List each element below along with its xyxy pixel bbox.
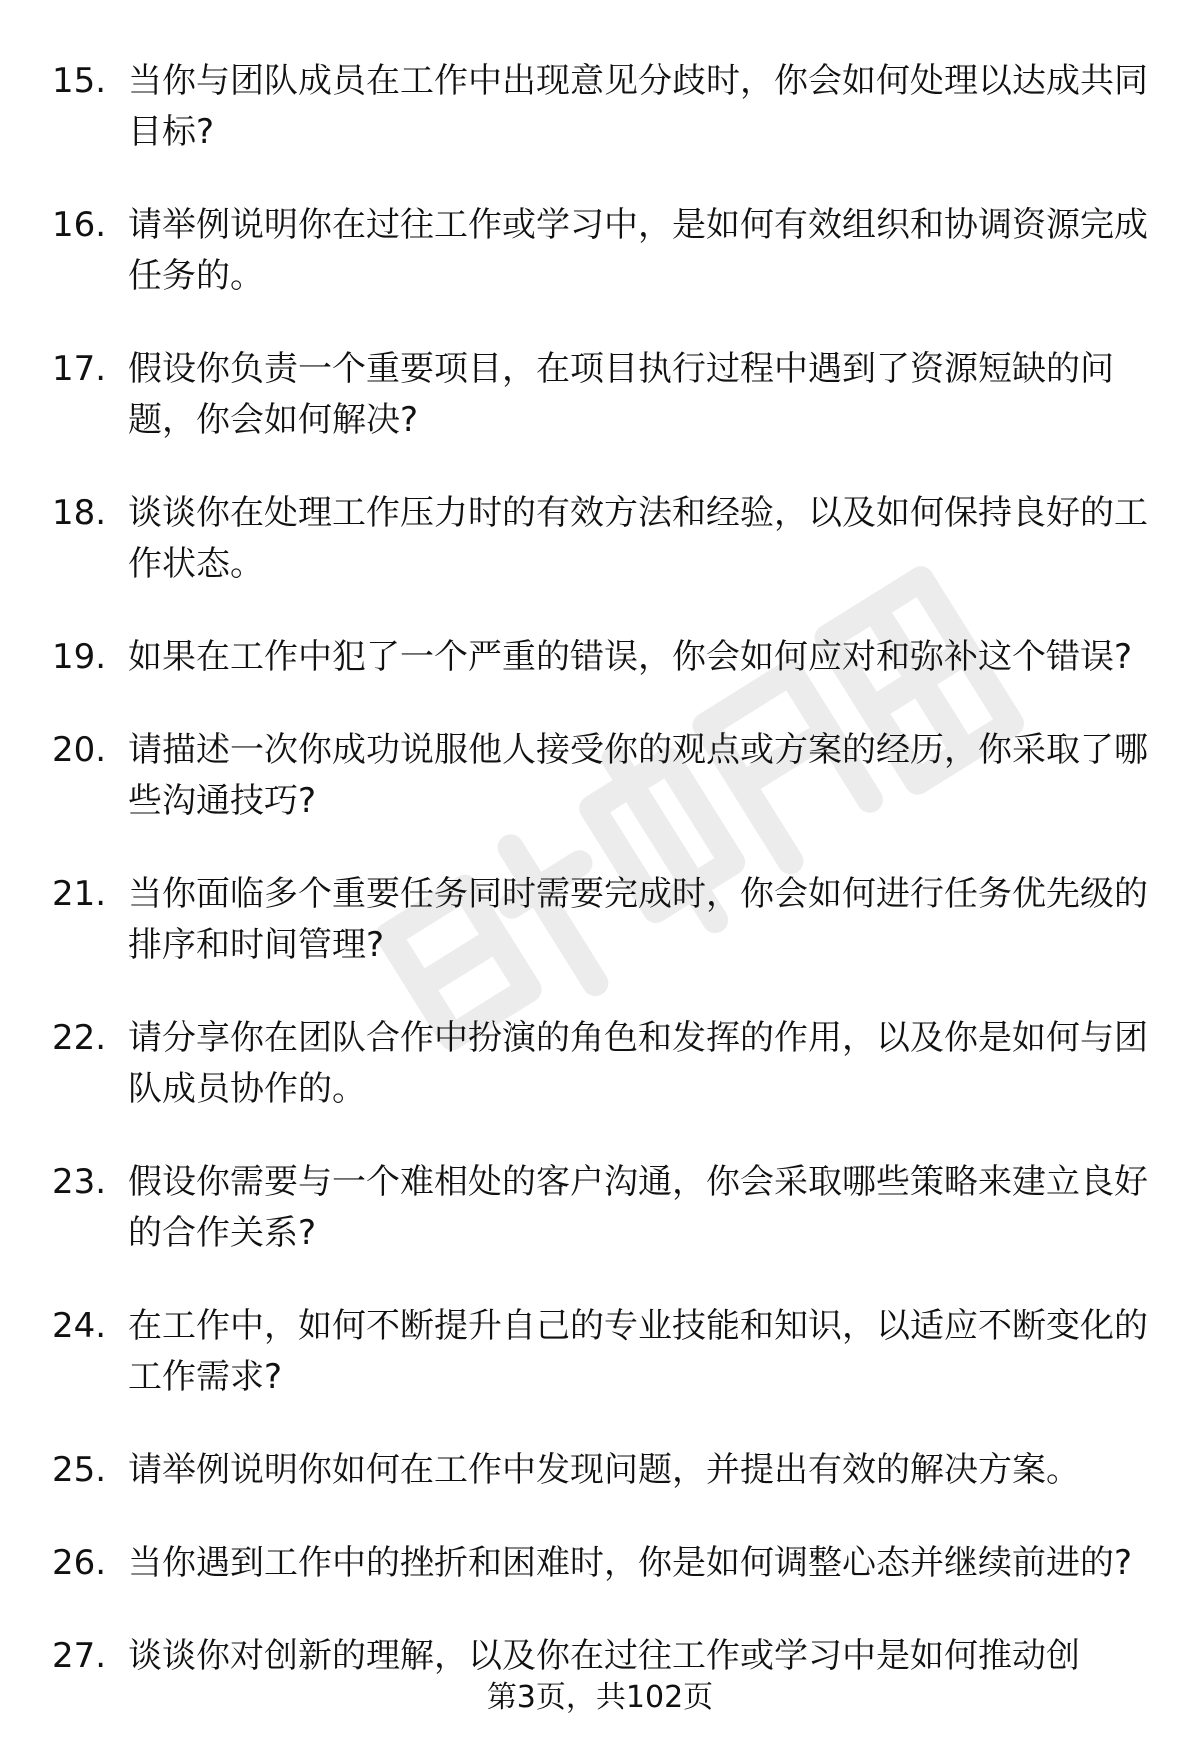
list-item xyxy=(52,1013,1148,1115)
question-number: 15. xyxy=(52,61,107,101)
question-number: 25. xyxy=(52,1450,107,1490)
question-text: 当你遇到工作中的挫折和困难时，你是如何调整心态并继续前进的? xyxy=(128,1543,1133,1583)
question-text: 请描述一次你成功说服他人接受你的观点或方案的经历，你采取了哪些沟通技巧? xyxy=(128,730,1148,821)
question-text: 谈谈你在处理工作压力时的有效方法和经验，以及如何保持良好的工作状态。 xyxy=(128,493,1148,584)
question-number: 20. xyxy=(52,730,107,770)
list-item xyxy=(52,725,1148,827)
question-number: 23. xyxy=(52,1162,107,1202)
list-item xyxy=(52,56,1148,158)
question-text: 在工作中，如何不断提升自己的专业技能和知识，以适应不断变化的工作需求? xyxy=(128,1306,1148,1397)
list-item xyxy=(52,632,1148,683)
question-text: 当你面临多个重要任务同时需要完成时，你会如何进行任务优先级的排序和时间管理? xyxy=(128,874,1148,965)
question-text: 当你与团队成员在工作中出现意见分歧时，你会如何处理以达成共同目标? xyxy=(128,61,1148,152)
question-number: 17. xyxy=(52,349,107,389)
list-item xyxy=(52,1445,1148,1496)
list-item xyxy=(52,1157,1148,1259)
question-number: 16. xyxy=(52,205,107,245)
question-text: 如果在工作中犯了一个严重的错误，你会如何应对和弥补这个错误? xyxy=(128,637,1133,677)
question-number: 21. xyxy=(52,874,107,914)
question-number: 27. xyxy=(52,1636,107,1676)
question-text: 假设你负责一个重要项目，在项目执行过程中遇到了资源短缺的问题，你会如何解决? xyxy=(128,349,1114,440)
list-item xyxy=(52,1538,1148,1589)
list-item xyxy=(52,488,1148,590)
question-text: 假设你需要与一个难相处的客户沟通，你会采取哪些策略来建立良好的合作关系? xyxy=(128,1162,1148,1253)
question-text: 请举例说明你在过往工作或学习中，是如何有效组织和协调资源完成任务的。 xyxy=(128,205,1148,296)
question-number: 18. xyxy=(52,493,107,533)
list-item xyxy=(52,200,1148,302)
list-item xyxy=(52,1631,1148,1682)
question-number: 22. xyxy=(52,1018,107,1058)
list-item xyxy=(52,869,1148,971)
question-number: 24. xyxy=(52,1306,107,1346)
list-item xyxy=(52,1301,1148,1403)
page-footer: 第3页，共102页 xyxy=(486,1680,714,1715)
question-list xyxy=(52,56,1148,1724)
question-text: 请举例说明你如何在工作中发现问题，并提出有效的解决方案。 xyxy=(128,1450,1080,1490)
question-text: 请分享你在团队合作中扮演的角色和发挥的作用，以及你是如何与团队成员协作的。 xyxy=(128,1018,1148,1109)
question-text: 谈谈你对创新的理解，以及你在过往工作或学习中是如何推动创 xyxy=(128,1636,1080,1676)
question-number: 26. xyxy=(52,1543,107,1583)
question-number: 19. xyxy=(52,637,107,677)
list-item xyxy=(52,344,1148,446)
